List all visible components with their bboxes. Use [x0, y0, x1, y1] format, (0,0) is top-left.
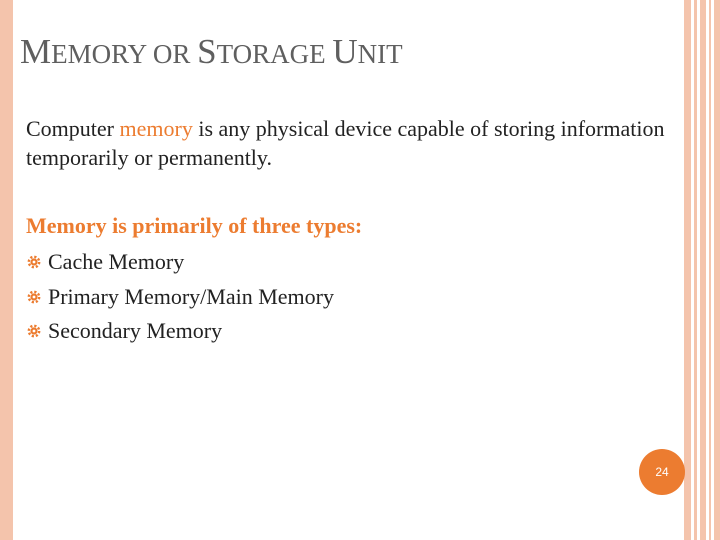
title-part: S: [197, 32, 217, 71]
slide-title: [20, 34, 403, 69]
list-item-label: Primary Memory/Main Memory: [48, 283, 334, 309]
list-item: [26, 280, 334, 315]
highlight-word: memory: [119, 116, 193, 141]
list-item-label: Secondary Memory: [48, 318, 223, 344]
intro-paragraph: [26, 114, 666, 172]
page-number-badge: 24: [639, 449, 685, 495]
left-border-bar: [0, 0, 13, 540]
title-part: EMORY OR: [51, 39, 198, 69]
gear-icon: [26, 254, 42, 270]
paragraph-suffix: is any physical device capable of storing information temporarily or permanently.: [26, 116, 665, 170]
paragraph-prefix: Computer: [26, 116, 120, 141]
gear-icon: [26, 289, 42, 305]
title-part: U: [332, 32, 358, 71]
gear-icon: [26, 323, 42, 339]
list-item-label: Cache Memory: [48, 249, 185, 275]
right-border-stripes: [684, 0, 720, 540]
title-part: M: [20, 32, 52, 71]
types-heading: Memory is primarily of three types:: [26, 213, 363, 238]
title-part: NIT: [357, 39, 403, 69]
list-item: [26, 314, 334, 349]
memory-types-list: [26, 245, 334, 349]
title-part: TORAGE: [216, 39, 333, 69]
list-item: [26, 245, 334, 280]
